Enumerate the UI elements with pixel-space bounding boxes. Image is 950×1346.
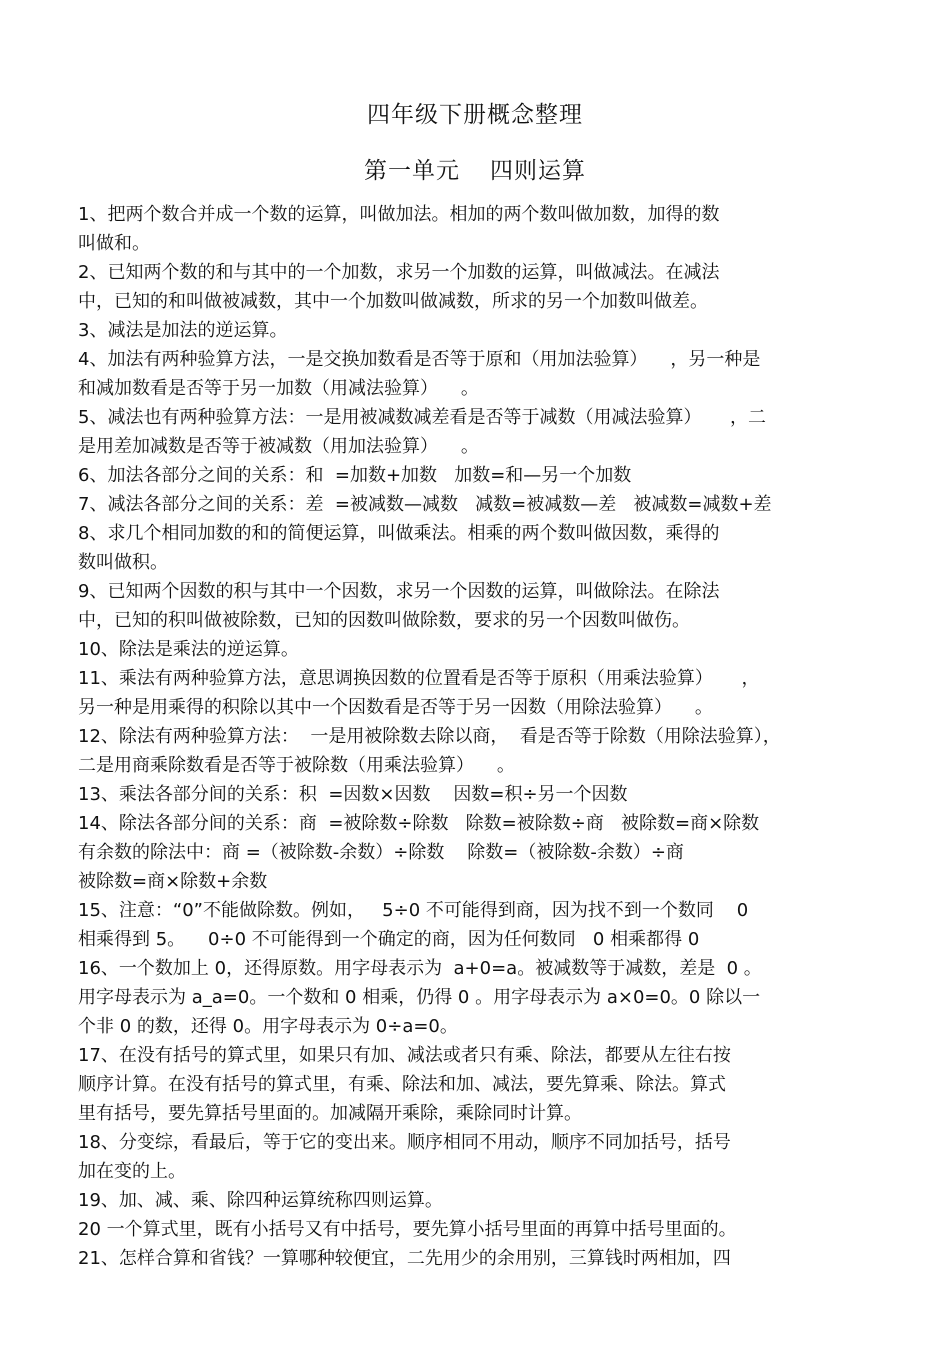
text-line: 5、减法也有两种验算方法：一是用被减数减差看是否等于减数（用减法验算） ，二: [78, 407, 767, 428]
text-line: 13、乘法各部分间的关系：积 =因数×因数 因数=积÷另一个因数: [78, 784, 628, 805]
text-line: 3、减法是加法的逆运算。: [78, 320, 288, 341]
text-line: 10、除法是乘法的逆运算。: [78, 639, 299, 660]
text-line: 2、已知两个数的和与其中的一个加数，求另一个加数的运算，叫做减法。在减法: [78, 262, 720, 283]
text-line: 8、求几个相同加数的和的简便运算，叫做乘法。相乘的两个数叫做因数，乘得的: [78, 523, 720, 544]
text-line: 里有括号，要先算括号里面的。加减隔开乘除，乘除同时计算。: [78, 1103, 582, 1124]
text-line: 1、把两个数合并成一个数的运算，叫做加法。相加的两个数叫做加数，加得的数: [78, 204, 720, 225]
text-line: 用字母表示为 a_a=0。一个数和 0 相乘，仍得 0 。用字母表示为 a×0=0。0 除以一: [78, 987, 761, 1008]
text-line: 叫做和。: [78, 233, 150, 254]
text-line: 11、乘法有两种验算方法，意思调换因数的位置看是否等于原积（用乘法验算） ，: [78, 668, 760, 689]
text-line: 顺序计算。在没有括号的算式里，有乘、除法和加、减法，要先算乘、除法。算式: [78, 1074, 726, 1095]
text-line: 加在变的上。: [78, 1161, 186, 1182]
text-line: 21、怎样合算和省钱？一算哪种较便宜，二先用少的余用别，三算钱时两相加，四: [78, 1248, 731, 1269]
text-line: 相乘得到 5。 0÷0 不可能得到一个确定的商，因为任何数同 0 相乘都得 0: [78, 929, 700, 950]
text-line: 个非 0 的数，还得 0。用字母表示为 0÷a=0。: [78, 1016, 458, 1037]
text-line: 数叫做积。: [78, 552, 168, 573]
text-line: 19、加、减、乘、除四种运算统称四则运算。: [78, 1190, 443, 1211]
text-line: 4、加法有两种验算方法，一是交换加数看是否等于原和（用加法验算） ，另一种是: [78, 349, 761, 370]
text-line: 18、分变综，看最后，等于它的变出来。顺序相同不用动，顺序不同加括号，括号: [78, 1132, 731, 1153]
text-line: 12、除法有两种验算方法： 一是用被除数去除以商， 看是否等于除数（用除法验算），: [78, 726, 781, 747]
text-line: 有余数的除法中：商 =（被除数-余数）÷除数 除数=（被除数-余数）÷商: [78, 842, 684, 863]
unit-name: 四则运算: [490, 158, 586, 184]
text-line: 15、注意：“0”不能做除数。例如， 5÷0 不可能得到商，因为找不到一个数同 0: [78, 900, 749, 921]
text-line: 是用差加减数是否等于被减数（用加法验算） 。: [78, 436, 479, 457]
text-line: 20 一个算式里，既有小括号又有中括号，要先算小括号里面的再算中括号里面的。: [78, 1219, 737, 1240]
document-title: 四年级下册概念整理: [367, 102, 583, 128]
document-body: [78, 200, 878, 1273]
text-line: 中，已知的和叫做被减数，其中一个加数叫做减数，所求的另一个加数叫做差。: [78, 291, 708, 312]
text-line: 二是用商乘除数看是否等于被除数（用乘法验算） 。: [78, 755, 515, 776]
unit-label: 第一单元: [364, 158, 460, 184]
text-line: 和减加数看是否等于另一加数（用减法验算） 。: [78, 378, 479, 399]
unit-heading: [0, 152, 950, 185]
text-line: 被除数=商×除数+余数: [78, 871, 268, 892]
text-line: 7、减法各部分之间的关系：差 =被减数—减数 减数=被减数—差 被减数=减数+差: [78, 494, 772, 515]
text-line: 中，已知的积叫做被除数，已知的因数叫做除数，要求的另一个因数叫做伤。: [78, 610, 690, 631]
text-line: 6、加法各部分之间的关系：和 =加数+加数 加数=和—另一个加数: [78, 465, 632, 486]
text-line: 17、在没有括号的算式里，如果只有加、减法或者只有乘、除法，都要从左往右按: [78, 1045, 731, 1066]
text-line: 14、除法各部分间的关系：商 =被除数÷除数 除数=被除数÷商 被除数=商×除数: [78, 813, 760, 834]
text-line: 16、一个数加上 0，还得原数。用字母表示为 a+0=a。被减数等于减数，差是 0 。: [78, 958, 762, 979]
text-line: 9、已知两个因数的积与其中一个因数，求另一个因数的运算，叫做除法。在除法: [78, 581, 720, 602]
text-line: 另一种是用乘得的积除以其中一个因数看是否等于另一因数（用除法验算） 。: [78, 697, 713, 718]
